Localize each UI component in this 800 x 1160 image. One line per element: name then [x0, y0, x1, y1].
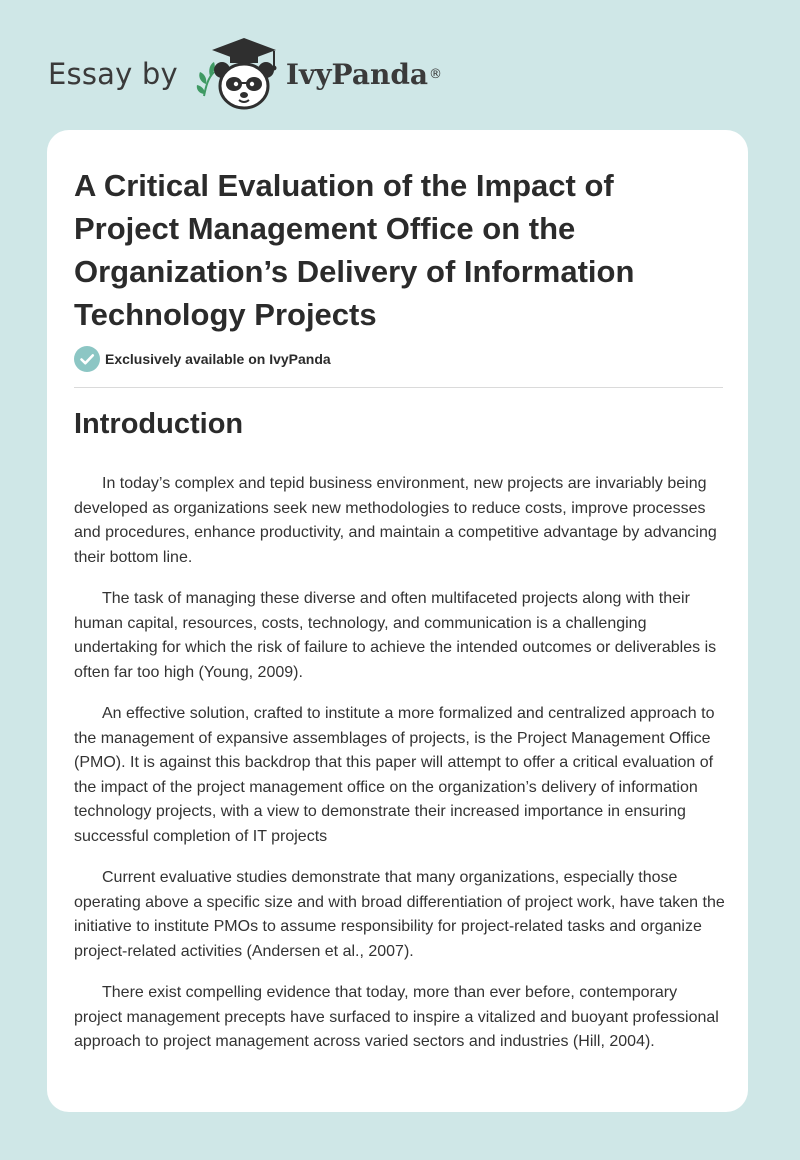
panda-graduate-logo-icon[interactable] — [194, 34, 280, 114]
site-header — [48, 34, 442, 114]
paragraph: The task of managing these diverse and often multifaceted projects along with their human capital, resources, costs, technology, and communication is a challenging undertaking for which the risk of failure to achieve the intended outcomes or deliverables is often far too high (Young, 2009). — [74, 590, 717, 681]
brand-name[interactable]: IvyPanda — [285, 57, 429, 91]
paragraph: In today’s complex and tepid business environment, new projects are invariably being developed as organizations seek new methodologies to reduce costs, improve processes and procedures, enhance productivity, and maintain a competitive advantage by advancing their bottom line. — [74, 475, 717, 566]
paragraph: Current evaluative studies demonstrate that many organizations, especially those operating above a specific size and with broad differentiation of project work, have taken the initiative to institute PMOs to assume responsibility for project-related tasks and organize project-related activities (Andersen et al., 2007). — [74, 869, 725, 960]
section-heading: Introduction — [74, 408, 244, 440]
essay-title: A Critical Evaluation of the Impact of Project Management Office on the Organization’s Delivery of Information Technology Projects — [74, 168, 635, 332]
paragraph: An effective solution, crafted to institute a more formalized and centralized approach to the management of expansive assemblages of projects, is the Project Management Office (PMO). It is against this backdrop that this paper will attempt to offer a critical evaluation of the impact of the project management office on the organization’s delivery of information technology projects, with a view to demonstrate their increased importance in ensuring successful completion of IT projects — [74, 705, 715, 845]
paragraph: There exist compelling evidence that today, more than ever before, contemporary project management precepts have surfaced to inspire a vitalized and buoyant professional approach to project management across varied sectors and industries (Hill, 2004). — [74, 984, 719, 1050]
divider — [74, 387, 723, 388]
essay-card — [47, 130, 748, 1112]
exclusive-badge — [74, 346, 331, 372]
exclusive-badge-label: Exclusively available on IvyPanda — [105, 351, 331, 367]
essay-by-label: Essay by — [48, 57, 178, 91]
registered-mark: ® — [429, 66, 443, 82]
essay-body — [74, 472, 726, 1072]
check-circle-icon — [74, 346, 100, 372]
